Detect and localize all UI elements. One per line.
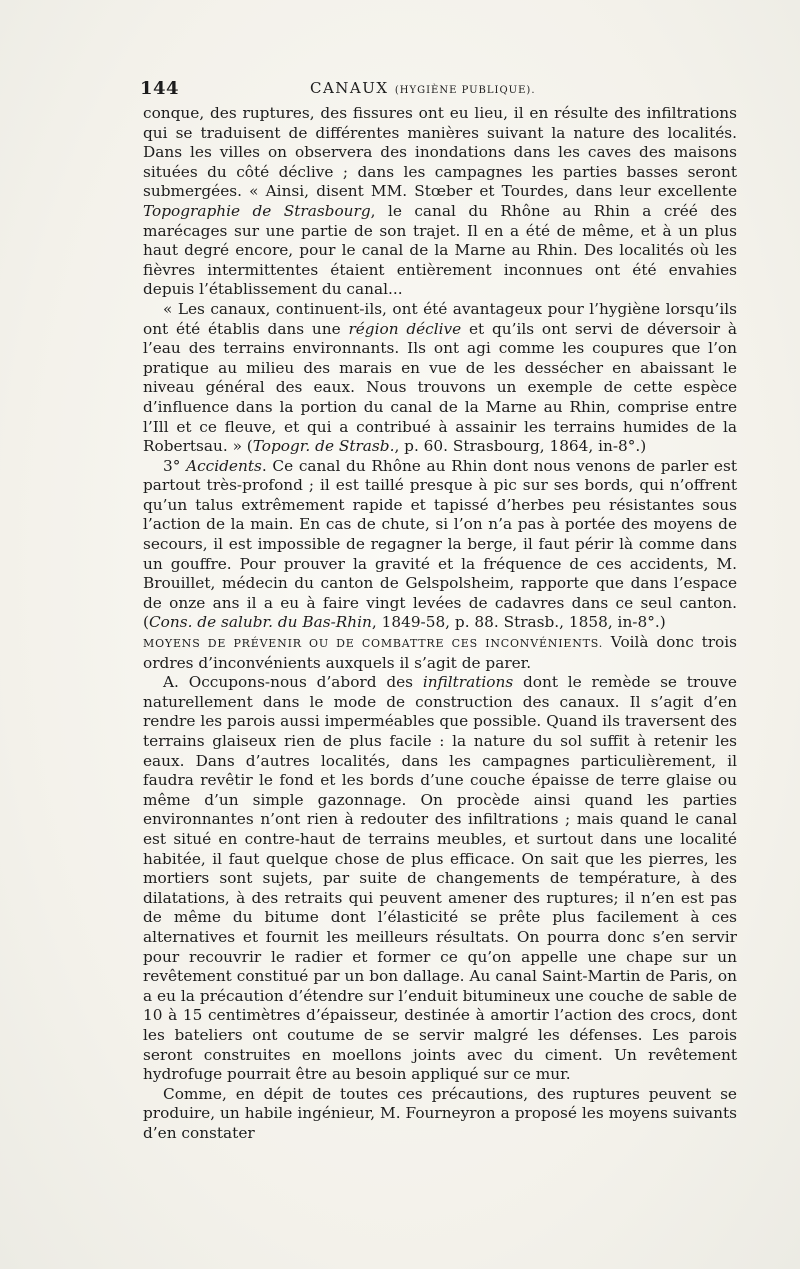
page-number: 144	[140, 78, 180, 99]
page-body	[143, 104, 737, 1143]
text-run: 3°	[163, 456, 187, 475]
running-title-sub: (HYGIÈNE PUBLIQUE).	[394, 85, 536, 96]
italic-text: Accidents	[186, 456, 262, 475]
text-run: , le canal du Rhône au Rhin a créé des marécages sur une partie de son trajet. Il en a été de même, et à un plus haut degré encore, pour le canal de la Marne au Rhin. Des localités où les fièvres intermittentes étaient entièrement inconnues ont été envahies depuis l’établissement du canal...	[143, 201, 737, 299]
text-run: conque, des ruptures, des fissures ont eu lieu, il en résulte des infiltrations qui se traduisent de différentes manières suivant la nature des localités. Dans les villes on observera des inondations dans les caves des maisons situées du côté déclive ; dans les campagnes les parties basses seront submergées. « Ainsi, disent MM. Stœber et Tourdes, dans leur excellente	[143, 104, 737, 201]
text-run: « Les canaux, continuent-ils, ont été avantageux pour l’hygiène lorsqu’ils ont été établis dans une	[143, 299, 737, 338]
paragraph	[143, 1085, 737, 1144]
paragraph	[143, 104, 737, 300]
text-run: , p. 60. Strasbourg, 1864, in-8°.)	[394, 437, 647, 456]
text-run: Voilà donc trois ordres d’inconvénients auxquels il s’agit de parer.	[143, 633, 737, 672]
paragraph	[143, 300, 737, 457]
section-heading-paragraph	[143, 633, 737, 673]
text-run: , 1849-58, p. 88. Strasb., 1858, in-8°.)	[371, 613, 666, 632]
paragraph	[143, 457, 737, 633]
italic-text: Cons. de salubr. du Bas-Rhin	[148, 613, 372, 632]
text-run: dont le remède se trouve naturellement dans le mode de construction des canaux. Il s’agit d’en rendre les parois aussi imperméables que possible. Quand ils traversent des terrains glaiseux rien de plus facile : la nature du sol suffit à retenir les eaux. Dans d’autres localités, dans les campagnes particulièrement, il faudra revêtir le fond et les bords d’une couche épaisse de terre glaise ou même d’un simple gazonnage. On procède ainsi quand les parties environnantes n’ont rien à redouter des infiltrations ; mais quand le canal est situé en contre-haut de terrains meubles, et surtout dans une localité habitée, il faut quelque chose de plus efficace. On sait que les pierres, les mortiers sont sujets, par suite de changements de température, à des dilatations, à des retraits qui peuvent amener des ruptures; il n’en est pas de même du bitume dont l’élasticité se prête plus facilement à ces alternatives et fournit les meilleurs résultats. On pourra donc s’en servir pour recouvrir le radier et former ce qu’on appelle une chape sur un revêtement constitué par un bon dallage. Au canal Saint-Martin de Paris, on a eu la précaution d’étendre sur l’enduit bitumineux une couche de sable de 10 à 15 centimètres d’épaisseur, destinée à amortir l’action des crocs, dont les bateliers ont coutume de se servir malgré les défenses. Les parois seront construites en moellons joints avec du ciment. Un revêtement hydrofuge pourrait être au besoin appliqué sur ce mur.	[143, 673, 737, 1084]
running-title	[310, 79, 536, 97]
text-run: et qu’ils ont servi de déversoir à l’eau des terrains environnants. Ils ont agi comme les coupures que l’on pratique au milieu des marais en vue de les dessécher en abaissant le niveau général des eaux. Nous trouvons un exemple de cette espèce d’influence dans la portion du canal de la Marne au Rhin, comprise entre l’Ill et ce fleuve, et qui a contribué à assainir les terrains humides de la Robertsau. » (	[143, 319, 737, 456]
italic-text: région déclive	[348, 319, 462, 338]
italic-text: infiltrations	[422, 673, 514, 692]
italic-text: Topographie de Strasbourg	[143, 201, 371, 220]
running-header	[140, 78, 740, 102]
smallcaps-heading: MOYENS DE PRÉVENIR OU DE COMBATTRE CES INCONVÉNIENTS.	[143, 637, 603, 651]
running-title-main: CANAUX	[310, 79, 389, 97]
text-run: . Ce canal du Rhône au Rhin dont nous venons de parler est partout très-profond ; il est taillé presque à pic sur ses bords, qui n’offrent qu’un talus extrêmement rapide et tapissé d’herbes peu résistantes sous l’action de la main. En cas de chute, si l’on n’a pas à portée des moyens de secours, il est impossible de regagner la berge, il faut périr là comme dans un gouffre. Pour prouver la gravité et la fréquence de ces accidents, M. Brouillet, médecin du canton de Gelspolsheim, rapporte que dans l’espace de onze ans il a eu à faire vingt levées de cadavres dans ce seul canton. (	[143, 456, 737, 632]
text-run: Comme, en dépit de toutes ces précautions, des ruptures peuvent se produire, un habile ingénieur, M. Fourneyron a proposé les moyens suivants d’en constater	[143, 1084, 737, 1142]
paragraph	[143, 673, 737, 1084]
text-run: A. Occupons-nous d’abord des	[163, 673, 423, 692]
italic-text: Topogr. de Strasb.	[252, 437, 395, 456]
